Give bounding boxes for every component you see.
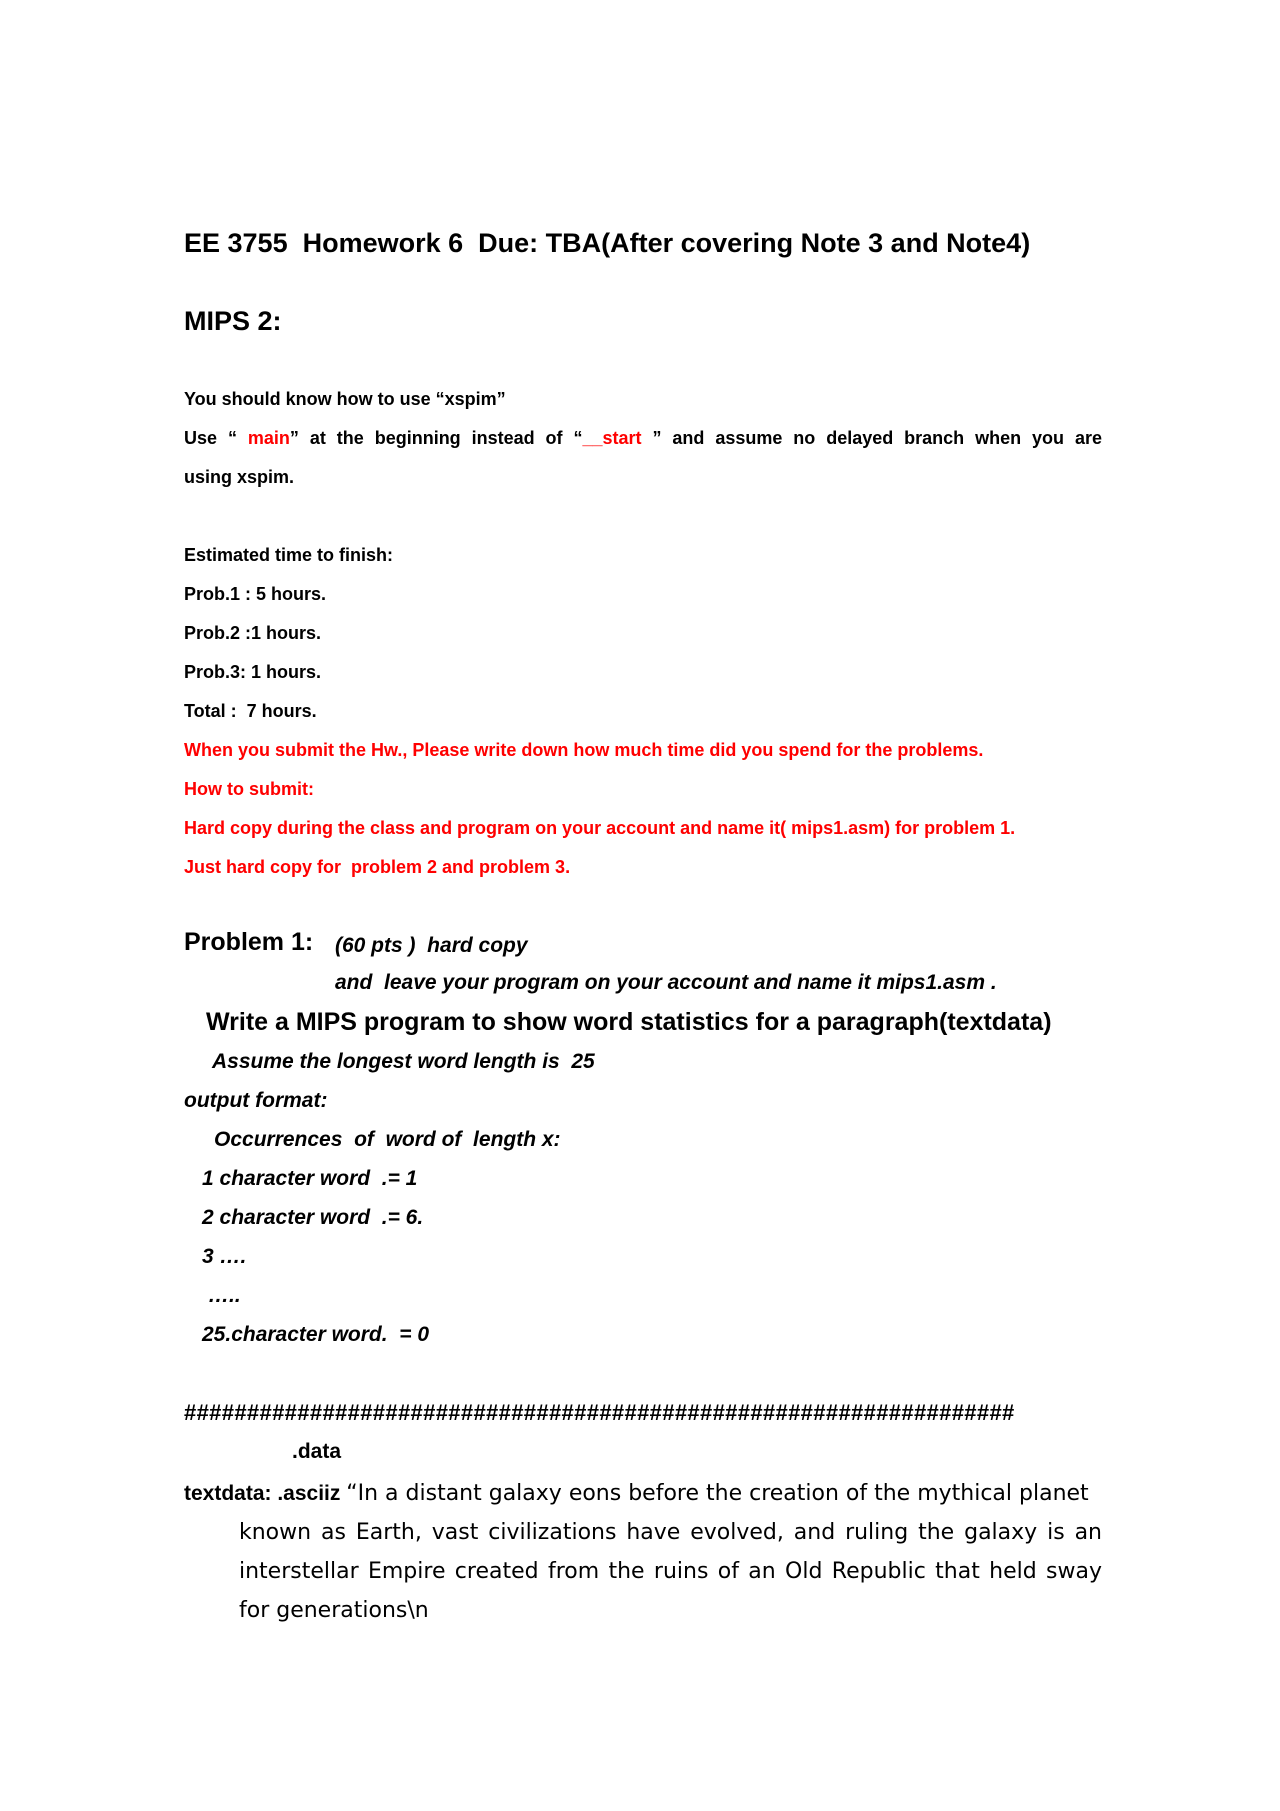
section-heading: MIPS 2: <box>184 306 282 336</box>
data-directive: .data <box>292 1440 342 1463</box>
estimate-total: Total : 7 hours. <box>184 701 317 721</box>
start-keyword: __start <box>582 428 642 448</box>
textdata-block <box>184 1474 1102 1630</box>
problem1-assume: Assume the longest word length is 25 <box>212 1050 595 1073</box>
output-line-3: 3 …. <box>202 1245 247 1268</box>
hash-separator: ################################################################## <box>184 1400 1015 1425</box>
submit-time-notice: When you submit the Hw., Please write down how much time did you spend for the problems. <box>184 740 984 760</box>
occurrences-line: Occurrences of word of length x: <box>214 1128 561 1151</box>
intro-mid: ” at the beginning instead of “ <box>289 428 583 448</box>
hard-copy-notice: Hard copy during the class and program on your account and name it( mips1.asm) for problem 1. <box>184 818 1016 838</box>
output-line-25: 25.character word. = 0 <box>202 1323 430 1346</box>
intro-line-2 <box>184 428 1102 449</box>
output-format-label: output format: <box>184 1089 328 1112</box>
estimate-heading: Estimated time to finish: <box>184 545 394 565</box>
problem1-instructions: and leave your program on your account and name it mips1.asm . <box>335 971 997 994</box>
just-hard-copy-notice: Just hard copy for problem 2 and problem 3. <box>184 857 571 877</box>
intro-use: Use “ <box>184 428 248 448</box>
problem1-label: Problem 1: <box>184 928 314 956</box>
estimate-prob1: Prob.1 : 5 hours. <box>184 584 327 604</box>
intro-post: ” and assume no delayed branch when you are <box>641 428 1102 448</box>
output-ellipsis: ….. <box>208 1284 241 1307</box>
problem1-task: Write a MIPS program to show word statistics for a paragraph(textdata) <box>206 1008 1052 1036</box>
intro-line-1: You should know how to use “xspim” <box>184 389 506 409</box>
how-to-submit: How to submit: <box>184 779 314 799</box>
intro-line-3: using xspim. <box>184 467 295 487</box>
output-line-2: 2 character word .= 6. <box>202 1206 424 1229</box>
main-keyword: main <box>247 428 290 448</box>
textdata-continuation: known as Earth, vast civilizations have evolved, and ruling the galaxy is an interstellar Empire created from the ruins of an Old Republic that held sway for generations\n <box>239 1520 1102 1623</box>
estimate-prob3: Prob.3: 1 hours. <box>184 662 322 682</box>
estimate-prob2: Prob.2 :1 hours. <box>184 623 322 643</box>
problem1-points: (60 pts ) hard copy <box>335 934 528 957</box>
textdata-label: textdata: .asciiz <box>184 1482 347 1505</box>
page-title: EE 3755 Homework 6 Due: TBA(After covering Note 3 and Note4) <box>184 228 1031 258</box>
textdata-first-line: “In a distant galaxy eons before the creation of the mythical planet <box>346 1481 1089 1506</box>
output-line-1: 1 character word .= 1 <box>202 1167 418 1190</box>
